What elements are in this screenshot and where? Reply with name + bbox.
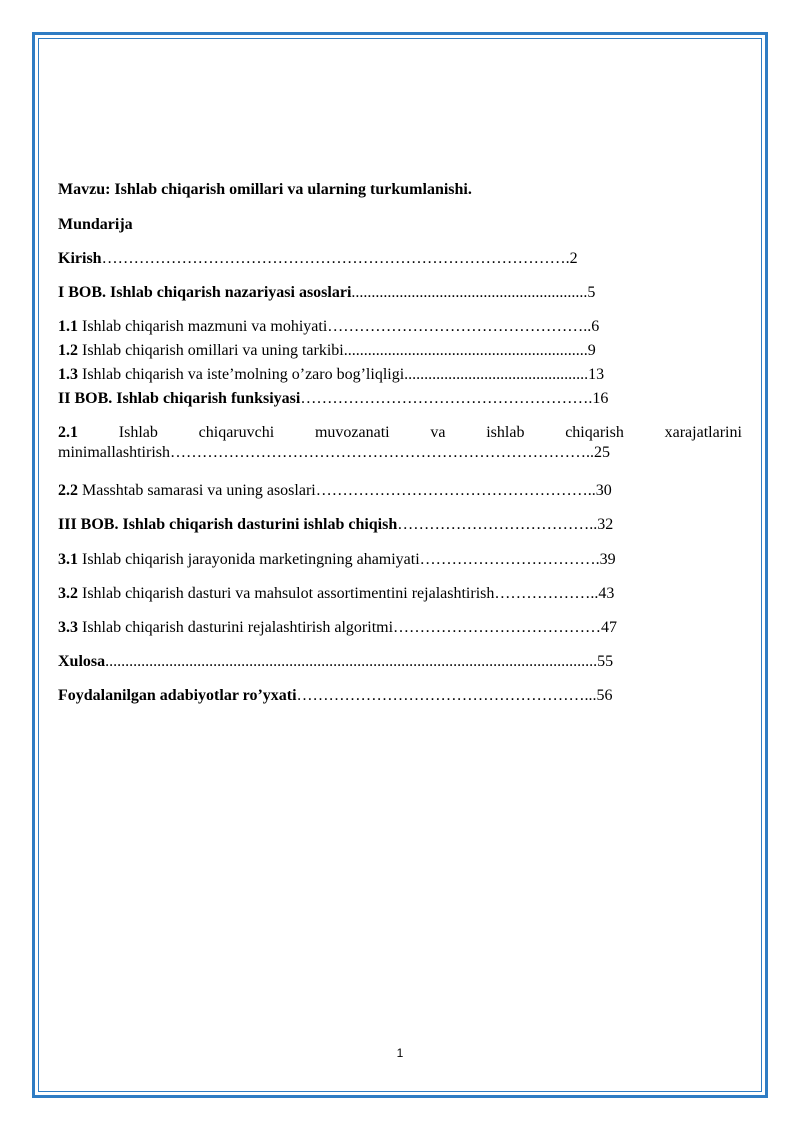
toc-entry-3-2 (58, 584, 614, 604)
toc-entry-bob3 (58, 515, 613, 535)
toc-entry-number: 3.1 (58, 551, 78, 568)
toc-entry-label: Ishlab chiqarish omillari va uning tarkibi (82, 342, 344, 359)
toc-entry-leader: ………………………………..32 (397, 516, 614, 533)
toc-entry-number: 3.3 (58, 619, 78, 636)
toc-entry-word: ishlab (486, 424, 525, 441)
toc-entry-number: 1.2 (58, 342, 78, 359)
toc-entry-leader: …………………………………………………………………………….2 (101, 250, 578, 267)
toc-entry-1-1 (58, 317, 599, 337)
toc-entry-leader: ..............................................13 (404, 366, 605, 383)
toc-heading: Mundarija (58, 216, 133, 233)
toc-entry-word: chiqaruvchi (198, 424, 275, 441)
toc-entry-leader: ………………..43 (494, 585, 615, 602)
toc-entry-leader: ……………………………………………….16 (300, 390, 609, 407)
toc-entry-3-1 (58, 550, 616, 570)
toc-entry-label: II BOB. Ishlab chiqarish funksiyasi (58, 390, 301, 407)
toc-entry-label: Ishlab chiqarish va iste’molning o’zaro bog’liqligi (82, 366, 405, 383)
toc-entry-word: va (430, 424, 446, 441)
toc-entry-number: 3.2 (58, 585, 78, 602)
toc-entry-number: 2.1 (58, 424, 78, 441)
toc-entry-label: Ishlab chiqarish jarayonida marketingning ahamiyati (82, 551, 420, 568)
toc-entry-leader: ……………………………………………………………………..25 (170, 444, 610, 461)
toc-entry-1-3 (58, 365, 604, 385)
toc-entry-label: III BOB. Ishlab chiqarish dasturini ishlab chiqish (58, 516, 398, 533)
toc-entry-word: muvozanati (314, 424, 390, 441)
toc-entry-label: Ishlab chiqarish dasturini rejalashtirish algoritmi (82, 619, 394, 636)
toc-entry-3-3 (58, 618, 617, 638)
toc-entry-2-1-line1 (58, 423, 742, 443)
toc-entry-number: 2.2 (58, 482, 78, 499)
toc-entry-1-2 (58, 341, 596, 361)
toc-entry-label: Xulosa (58, 653, 106, 670)
toc-entry-leader: …………………………….39 (419, 551, 616, 568)
toc-entry-kirish (58, 249, 578, 269)
toc-entry-leader: ……………………………………………..30 (315, 482, 612, 499)
toc-entry-2-1-line2 (58, 443, 742, 463)
toc-entry-xulosa (58, 652, 613, 672)
toc-entry-number: 1.1 (58, 318, 78, 335)
toc-entry-word: Ishlab (118, 424, 158, 441)
toc-entry-leader: …………………………………47 (393, 619, 618, 636)
toc-entry-leader: ...........................................................................................................................55 (105, 653, 614, 670)
toc-entry-word: xarajatlarini (664, 424, 742, 441)
toc-entry-label: Masshtab samarasi va uning asoslari (82, 482, 316, 499)
toc-entry-leader: .............................................................9 (343, 342, 596, 359)
toc-entry-label: Ishlab chiqarish mazmuni va mohiyati (82, 318, 328, 335)
toc-entry-2-1 (58, 423, 742, 463)
toc-entry-foydalanilgan (58, 686, 613, 706)
toc-entry-leader: …………………………………………..6 (327, 318, 600, 335)
toc-entry-2-2 (58, 481, 612, 501)
toc-entry-label: minimallashtirish (58, 444, 170, 461)
toc-entry-bob2 (58, 389, 608, 409)
toc-entry-bob1 (58, 283, 595, 303)
toc-entry-label: Foydalanilgan adabiyotlar ro’yxati (58, 687, 297, 704)
toc-entry-label: Kirish (58, 250, 102, 267)
page-number: 1 (396, 1046, 404, 1060)
topic-title: Mavzu: Ishlab chiqarish omillari va ularning turkumlanishi. (58, 181, 472, 198)
toc-entry-leader: ...........................................................5 (351, 284, 596, 301)
toc-entry-label: I BOB. Ishlab chiqarish nazariyasi asoslari (58, 284, 352, 301)
toc-entry-number: 1.3 (58, 366, 78, 383)
toc-entry-word: chiqarish (565, 424, 624, 441)
toc-entry-label: Ishlab chiqarish dasturi va mahsulot assortimentini rejalashtirish (82, 585, 495, 602)
toc-entry-leader: ………………………………………………...56 (296, 687, 613, 704)
